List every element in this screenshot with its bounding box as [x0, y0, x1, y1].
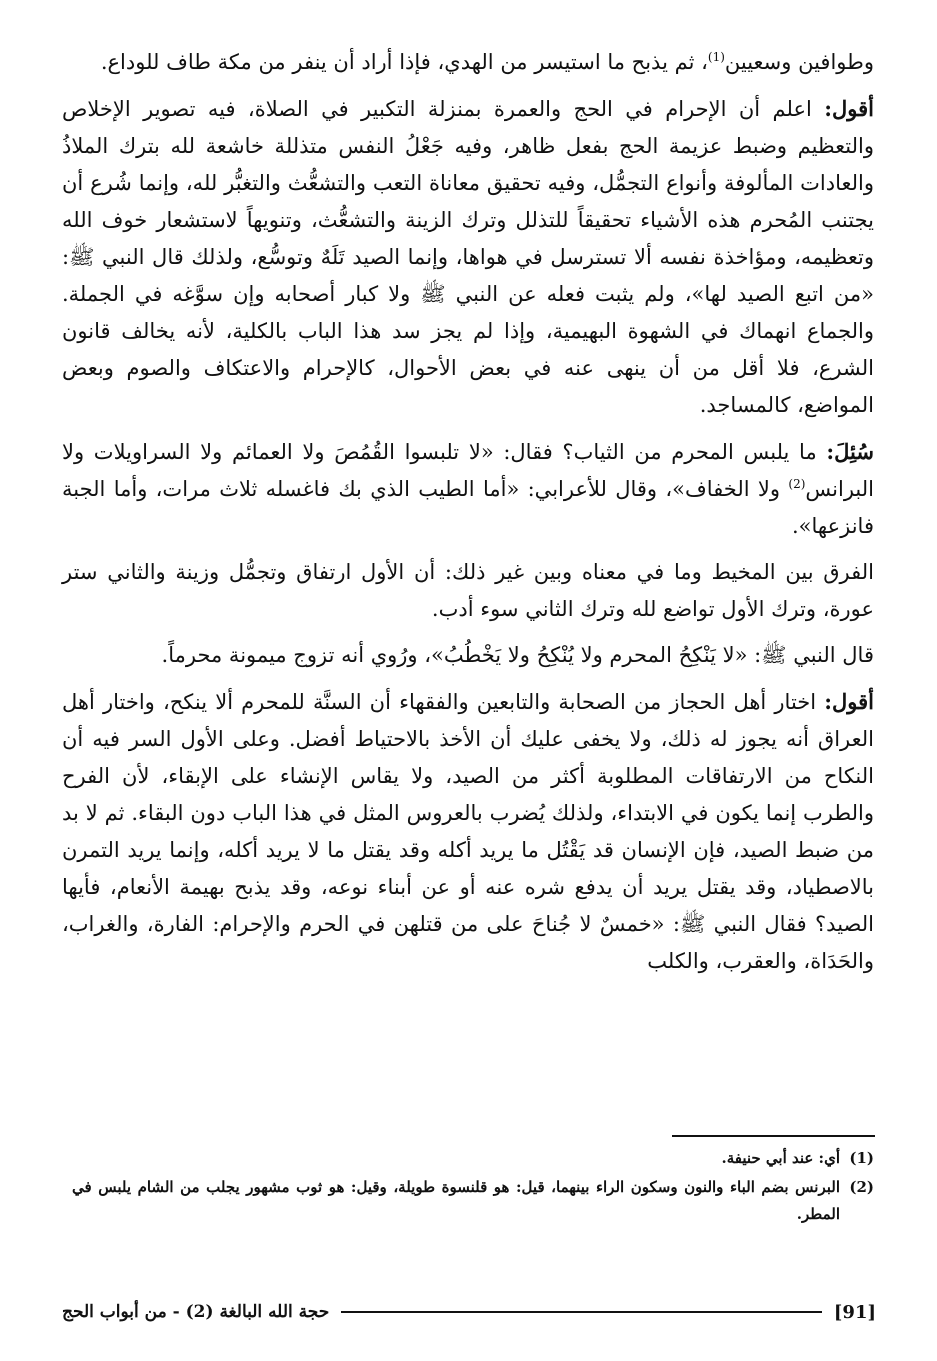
paragraph-2-text: اعلم أن الإحرام في الحج والعمرة بمنزلة التكبير في الصلاة، فيه تصوير الإخلاص والتعظيم وضبط عزيمة الحج بفعل ظاهر، وفيه جَعْلُ النفس متذللة خاشعة لله بترك الملاذُ والعادات المألوفة وأنواع التجمُّل، وفيه تحقيق معاناة التعب والتشعُّث والتغبُّر لله، وإنما شُرع أن يجتنب المُحرم هذه الأشياء تحقيقاً للتذلل وترك الزينة والتشعُّث، وتنويهاً لاستشعار خوف الله وتعظيمه، ومؤاخذة نفسه ألا تسترسل في هواها، وإنما الصيد تَلَهٌ وتوسُّع، ولذلك قال النبي ﷺ: «من اتبع الصيد لها»، ولم يثبت فعله عن النبي ﷺ ولا كبار أصحابه وإن سوَّغه في الجملة. والجماع انهماك في الشهوة البهيمية، وإذا لم يجز سد هذا الباب بالكلية، لأنه يخالف قانون الشرع، فلا أقل من أن ينهى عنه في بعض الأحوال، كالإحرام والاعتكاف والصوم وبعض المواضع، كالمساجد.: [62, 97, 874, 417]
paragraph-3-lead: سُئِلَ:: [826, 439, 874, 464]
paragraph-3-text-after-ref: ولا الخفاف»، وقال للأعرابي: «أما الطيب الذي بك فاغسله ثلاث مرات، وأما الجبة فانزعها».: [62, 477, 874, 538]
paragraph-2: [62, 90, 874, 424]
footnote-1-text: أي: عند أبي حنيفة.: [721, 1149, 840, 1167]
paragraph-6-text: اختار أهل الحجاز من الصحابة والتابعين والفقهاء أن السنَّة للمحرم ألا ينكح، واختار أهل العراق أنه يجوز له ذلك، ولا يخفى عليك أن الأخذ بالاحتياط أفضل. وعلى الأول السر فيه أن النكاح من الارتفاقات المطلوبة أكثر من الصيد، ولا يقاس الإنشاء على الإبقاء، لأن الفرح والطرب إنما يكون في الابتداء، ولذلك يُضرب بالعروس المثل في هذا الباب دون البقاء. ثم لا بد من ضبط الصيد، فإن الإنسان قد يَقْتُل ما يريد أكله وقد يقتل ما لا يريد أكله، وإنما يريد التمرن بالاصطياد، وقد يقتل يريد أن يدفع شره عنه أو عن أبناء نوعه، وقد يذبح بهيمة الأنعام، فأيها الصيد؟ فقال النبي ﷺ: «خمسٌ لا جُناحَ على من قتلهن في الحرم والإحرام: الفارة، والغراب، والحَدَاة، والعقرب، والكلب: [62, 690, 874, 973]
paragraph-3: [62, 433, 874, 545]
paragraph-1-text-after-ref: ، ثم يذبح ما استيسر من الهدي، فإذا أراد أن ينفر من مكة طاف للوداع.: [100, 50, 708, 74]
footnote-2: [72, 1174, 874, 1228]
footer-rule: [341, 1311, 822, 1313]
paragraph-5-text: قال النبي ﷺ: «لا يَنْكِحُ المحرم ولا يُنْكِحُ ولا يَخْطُبُ»، ورُوي أنه تزوج ميمونة محرماً.: [161, 643, 874, 667]
paragraph-3-text-before-ref: ما يلبس المحرم من الثياب؟ فقال: «لا تلبسوا القُمُصَ ولا العمائم ولا السراويلات ولا البرانس: [62, 440, 874, 501]
paragraph-4-text: الفرق بين المخيط وما في معناه وبين غير ذلك: أن الأول ارتفاق وتجمُّل وزينة والثاني ستر عورة، وترك الأول تواضع لله وترك الثاني سوء أدب.: [62, 560, 874, 621]
footnote-1: [72, 1145, 874, 1172]
footnote-2-number: (2): [849, 1178, 874, 1196]
footnote-separator: [672, 1135, 875, 1137]
footnote-2-text: البرنس بضم الباء والنون وسكون الراء بينهما، قيل: هو قلنسوة طويلة، وقيل: هو ثوب مشهور يجلب من الشام يلبس في المطر.: [72, 1178, 840, 1223]
main-text: [62, 44, 874, 989]
paragraph-6-lead: أقول:: [824, 689, 874, 714]
footnote-ref-1: (1): [707, 50, 725, 64]
footnotes: [72, 1145, 874, 1230]
page-footer: [62, 1297, 876, 1327]
paragraph-1: [62, 44, 874, 81]
running-footer-title: حجة الله البالغة (2) - من أبواب الحج: [62, 1302, 330, 1322]
footnote-1-number: (1): [849, 1149, 874, 1167]
footnote-ref-2: (2): [788, 477, 806, 491]
paragraph-2-lead: أقول:: [824, 96, 874, 121]
paragraph-6: [62, 683, 874, 980]
paragraph-5: [62, 637, 874, 674]
paragraph-1-text-before-ref: وطوافين وسعيين: [724, 50, 874, 74]
page-number: [91]: [833, 1301, 876, 1323]
paragraph-4: [62, 554, 874, 628]
